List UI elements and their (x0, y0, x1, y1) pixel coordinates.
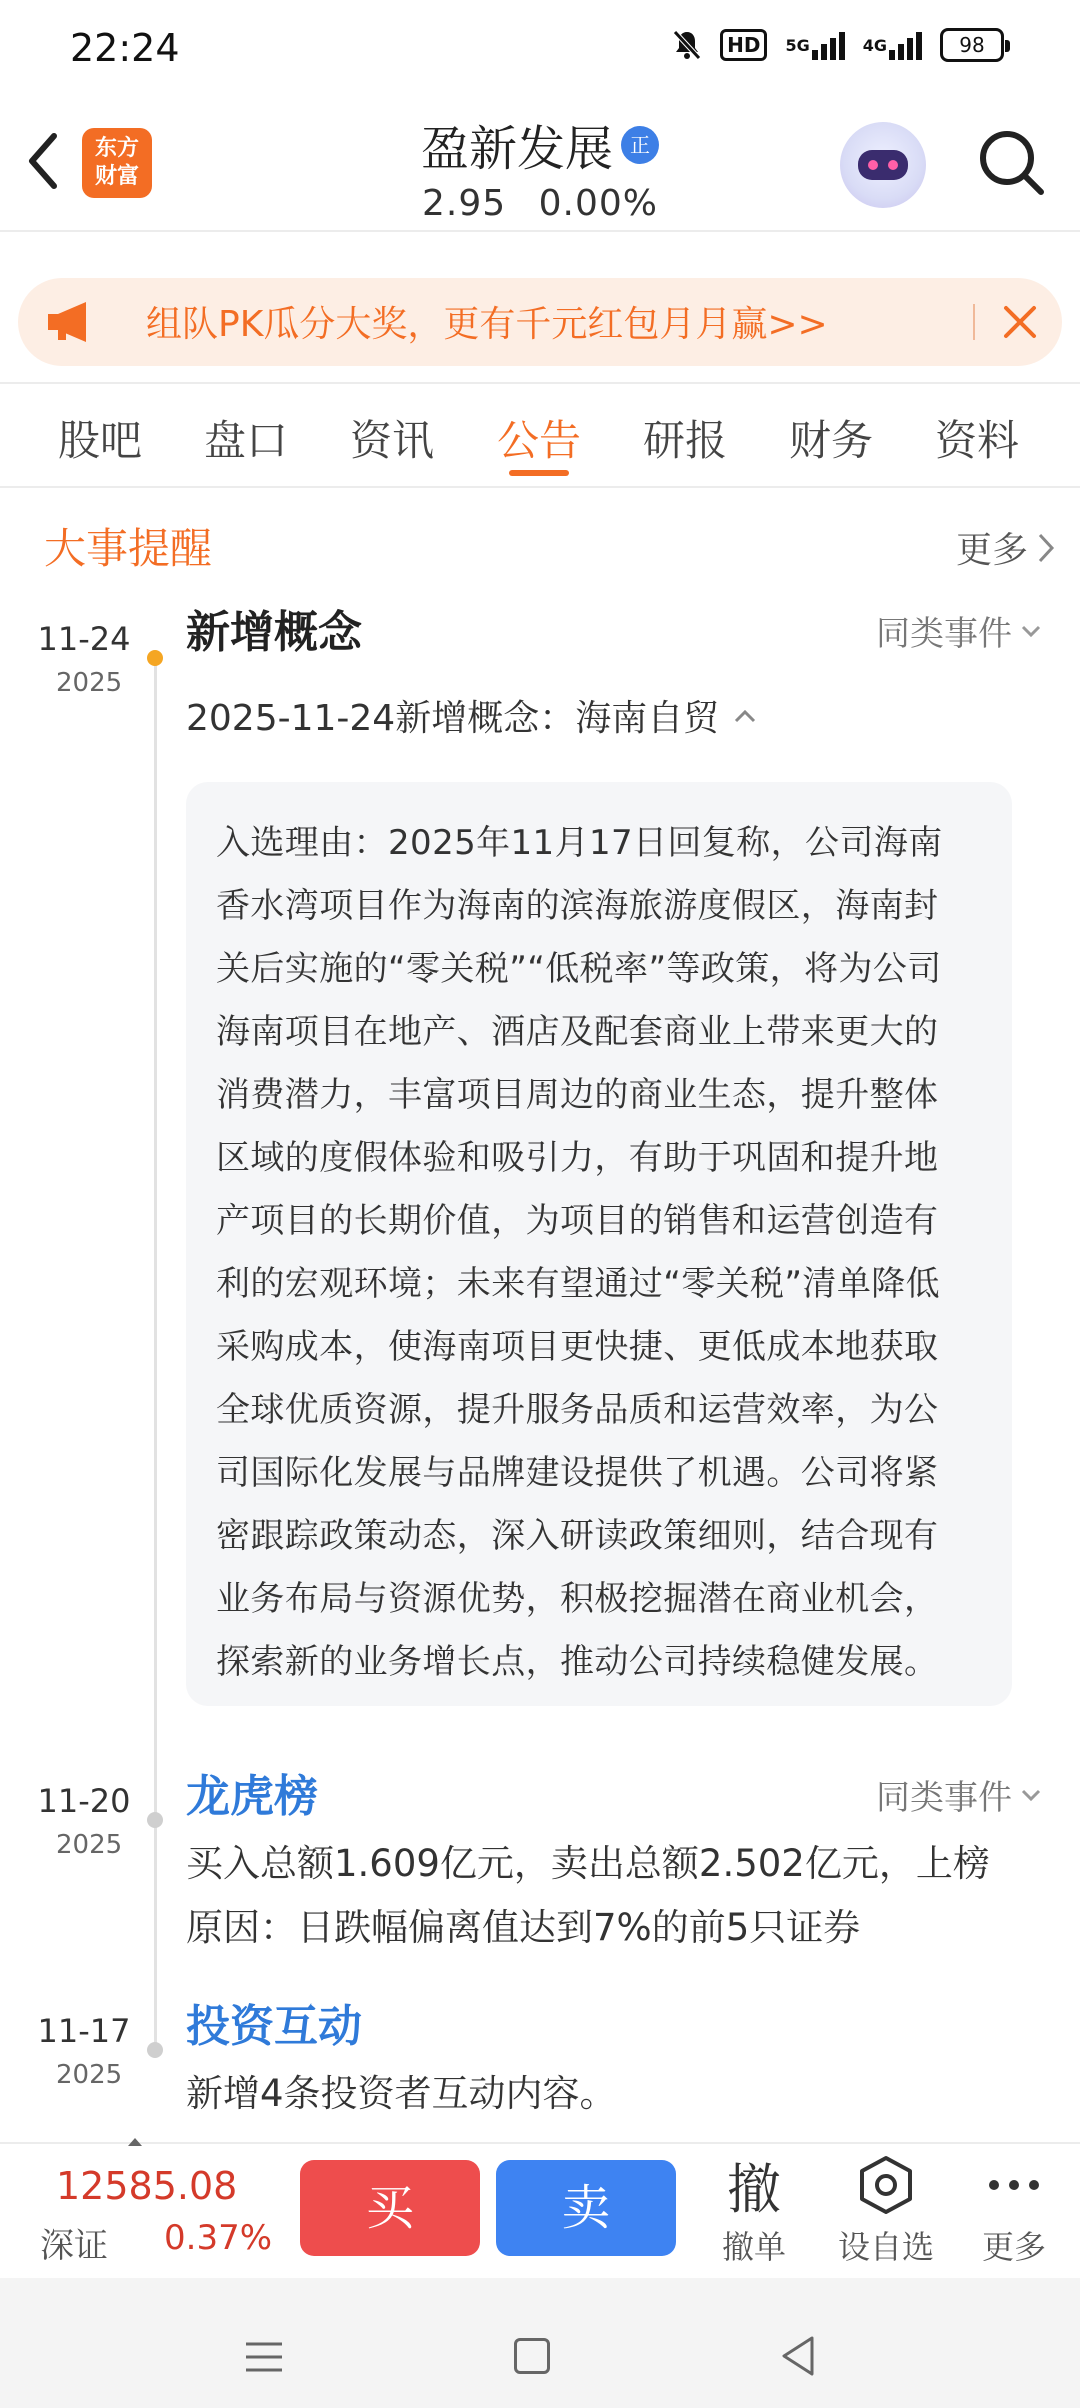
exchange-badge: 正 (621, 126, 659, 164)
home-icon[interactable] (514, 2338, 550, 2374)
description-line: 新增4条投资者互动内容。 (186, 2072, 617, 2115)
event-date: 11-20 (37, 1782, 131, 1820)
watchlist-hexagon-icon (826, 2150, 946, 2220)
timeline-dot-active (147, 650, 163, 666)
signal-5g-label: 5G (785, 35, 810, 55)
similar-events-toggle[interactable] (876, 606, 1042, 655)
reason-line: 业务布局与资源优势，积极挖掘潜在商业机会， (216, 1579, 939, 1619)
event-description (186, 2062, 1026, 2126)
event-description (186, 1832, 1026, 1960)
stock-change-pct: 0.00% (538, 183, 658, 224)
hd-icon: HD (720, 29, 767, 61)
stock-name: 盈新发展 (420, 121, 613, 177)
chevron-down-icon (1020, 1788, 1042, 1802)
nav-back-icon[interactable] (778, 2334, 818, 2378)
reason-line: 采购成本，使海南项目更快捷、更低成本地获取 (216, 1327, 939, 1367)
more-menu-button[interactable] (954, 2150, 1074, 2268)
description-line: 买入总额1.609亿元，卖出总额2.502亿元，上榜 (186, 1842, 990, 1885)
chevron-down-icon (1020, 624, 1042, 638)
reason-line: 司国际化发展与品牌建设提供了机遇。公司将紧 (216, 1453, 939, 1493)
index-change-pct: 0.37% (164, 2218, 273, 2258)
reason-line: 海南项目在地产、酒店及配套商业上带来更大的 (216, 1012, 939, 1052)
reason-line: 香水湾项目作为海南的滨海旅游度假区，海南封 (216, 886, 939, 926)
tab-yanbao[interactable]: 研报 (642, 416, 727, 465)
reason-line: 利的宏观环境；未来有望通过“零关税”清单降低 (216, 1264, 941, 1304)
system-nav-bar (0, 2278, 1080, 2408)
event-date: 11-17 (37, 2012, 131, 2050)
add-watchlist-button[interactable] (826, 2150, 946, 2268)
signal-4g-label: 4G (862, 35, 887, 55)
index-name: 深证 (40, 2226, 108, 2266)
similar-events-toggle[interactable] (876, 1770, 1042, 1819)
more-label: 更多 (955, 530, 1028, 571)
reason-line: 探索新的业务增长点，推动公司持续稳健发展。 (216, 1642, 939, 1682)
tabs-divider (0, 486, 1080, 488)
event-title-link[interactable]: 龙虎榜 (186, 1771, 318, 1822)
ai-assistant-robot-icon[interactable] (840, 122, 926, 208)
close-icon[interactable] (1000, 302, 1040, 342)
reason-line: 产项目的长期价值，为项目的销售和运营创造有 (216, 1201, 939, 1241)
event-title-link[interactable]: 投资互动 (186, 2001, 362, 2052)
status-icons (672, 28, 1004, 62)
section-title: 大事提醒 (44, 524, 213, 573)
tab-guba[interactable]: 股吧 (57, 416, 142, 465)
active-tab-indicator (509, 470, 569, 476)
more-link[interactable] (956, 522, 1056, 573)
reason-line: 区域的度假体验和吸引力，有助于巩固和提升地 (216, 1138, 939, 1178)
banner-separator (973, 304, 975, 340)
status-bar (0, 0, 1080, 96)
event-year: 2025 (56, 668, 123, 698)
more-menu-label: 更多 (981, 2228, 1046, 2266)
status-time: 22:24 (70, 26, 180, 70)
header-divider (0, 230, 1080, 232)
event-title: 新增概念 (186, 607, 362, 658)
megaphone-icon (46, 300, 96, 344)
promo-banner[interactable] (18, 278, 1062, 366)
reason-card (186, 782, 1012, 1706)
cancel-order-label: 撤单 (721, 2228, 786, 2266)
timeline-dot (147, 1812, 163, 1828)
event-year: 2025 (56, 2060, 123, 2090)
concept-text: 2025-11-24新增概念：海南自贸 (186, 698, 720, 739)
description-line: 原因：日跌幅偏离值达到7%的前5只证券 (186, 1906, 861, 1949)
battery-icon (940, 28, 1004, 62)
index-expand-icon[interactable] (128, 2138, 142, 2146)
sell-button[interactable]: 卖 (496, 2160, 676, 2256)
reason-line: 入选理由：2025年11月17日回复称，公司海南 (216, 823, 943, 863)
tab-pankou[interactable]: 盘口 (203, 416, 288, 465)
reason-line: 全球优质资源，提升服务品质和运营效率，为公 (216, 1390, 939, 1430)
logo-text: 东方财富 (94, 136, 139, 189)
signal-5g-icon (785, 30, 844, 60)
timeline-dot (147, 2042, 163, 2058)
similar-events-label: 同类事件 (876, 1778, 1012, 1818)
buy-button[interactable]: 买 (300, 2160, 480, 2256)
concept-line[interactable] (186, 690, 757, 741)
reason-line: 消费潜力，丰富项目周边的商业生态，提升整体 (216, 1075, 939, 1115)
cancel-order-icon: 撤 (727, 2157, 781, 2221)
stock-header (0, 96, 1080, 230)
tab-zixun[interactable]: 资讯 (349, 416, 434, 465)
similar-events-label: 同类事件 (876, 614, 1012, 654)
banner-text: 组队PK瓜分大奖，更有千元红包月月赢>> (146, 304, 828, 345)
reason-line: 关后实施的“零关税”“低税率”等政策，将为公司 (216, 949, 942, 989)
event-year: 2025 (56, 1830, 123, 1860)
event-date: 11-24 (37, 620, 131, 658)
battery-level: 98 (959, 33, 985, 57)
chevron-up-icon (733, 708, 757, 724)
recent-apps-icon[interactable] (244, 2340, 284, 2374)
add-watchlist-label: 设自选 (837, 2228, 934, 2266)
stock-price: 2.95 (422, 183, 507, 224)
reason-text (216, 812, 982, 1694)
mute-bell-icon (672, 29, 702, 61)
search-icon[interactable] (975, 126, 1047, 198)
tab-gonggao[interactable]: 公告 (496, 416, 581, 465)
signal-4g-icon (863, 30, 922, 60)
cancel-order-button[interactable] (694, 2150, 814, 2268)
tab-ziliao[interactable]: 资料 (934, 416, 1019, 465)
index-value[interactable]: 12585.08 (56, 2164, 238, 2208)
timeline-line (154, 656, 157, 2056)
chevron-right-icon (1036, 531, 1056, 565)
more-dots-icon (954, 2150, 1074, 2220)
reason-line: 密跟踪政策动态，深入研读政策细则，结合现有 (216, 1516, 939, 1556)
tab-caiwu[interactable]: 财务 (788, 416, 873, 465)
